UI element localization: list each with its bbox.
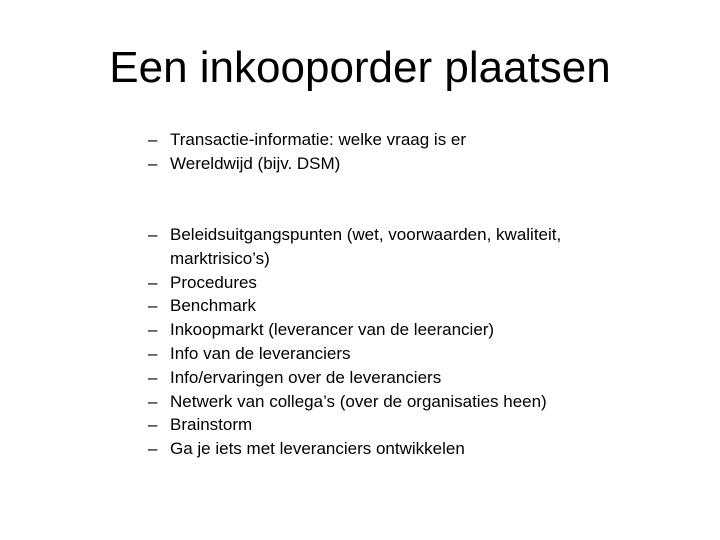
bullet-text: Brainstorm	[170, 415, 253, 435]
bullet-text: Info van de leveranciers	[170, 343, 351, 363]
bullet-text: Info/ervaringen over de leveranciers	[170, 367, 442, 387]
bullet-text: Beleidsuitgangspunten (wet, voorwaarden, kwaliteit, marktrisico’s)	[170, 225, 562, 268]
bullet-dash: –	[148, 320, 158, 340]
bullet-text: Benchmark	[170, 296, 256, 316]
list-item	[148, 128, 610, 152]
bullet-text: Netwerk van collega’s (over de organisaties heen)	[170, 391, 547, 411]
bullet-dash: –	[148, 391, 158, 411]
list-item	[148, 413, 610, 437]
list-item	[148, 152, 610, 176]
bullet-dash: –	[148, 415, 158, 435]
bullet-dash: –	[148, 130, 158, 149]
list-item	[148, 294, 610, 318]
list-item	[148, 366, 610, 390]
list-item	[148, 342, 610, 366]
bullet-dash: –	[148, 225, 158, 244]
bullet-list-sources	[148, 223, 610, 461]
bullet-text: Wereldwijd (bijv. DSM)	[170, 153, 341, 173]
list-item	[148, 390, 610, 414]
bullet-dash: –	[148, 272, 158, 292]
list-item	[148, 318, 610, 342]
bullet-text: Transactie-informatie: welke vraag is er	[170, 130, 467, 149]
list-item	[148, 437, 610, 461]
list-item	[148, 223, 610, 271]
list-item	[148, 271, 610, 295]
bullet-text: Ga je iets met leveranciers ontwikkelen	[170, 439, 465, 459]
bullet-dash: –	[148, 367, 158, 387]
bullet-list-transaction	[148, 128, 610, 176]
bullet-text: Inkoopmarkt (leverancer van de leerancier)	[170, 320, 495, 340]
bullet-dash: –	[148, 439, 158, 459]
bullet-dash: –	[148, 153, 158, 173]
bullet-dash: –	[148, 343, 158, 363]
slide-title: Een inkooporder plaatsen	[109, 43, 611, 92]
bullet-text: Procedures	[170, 272, 257, 292]
bullet-dash: –	[148, 296, 158, 316]
